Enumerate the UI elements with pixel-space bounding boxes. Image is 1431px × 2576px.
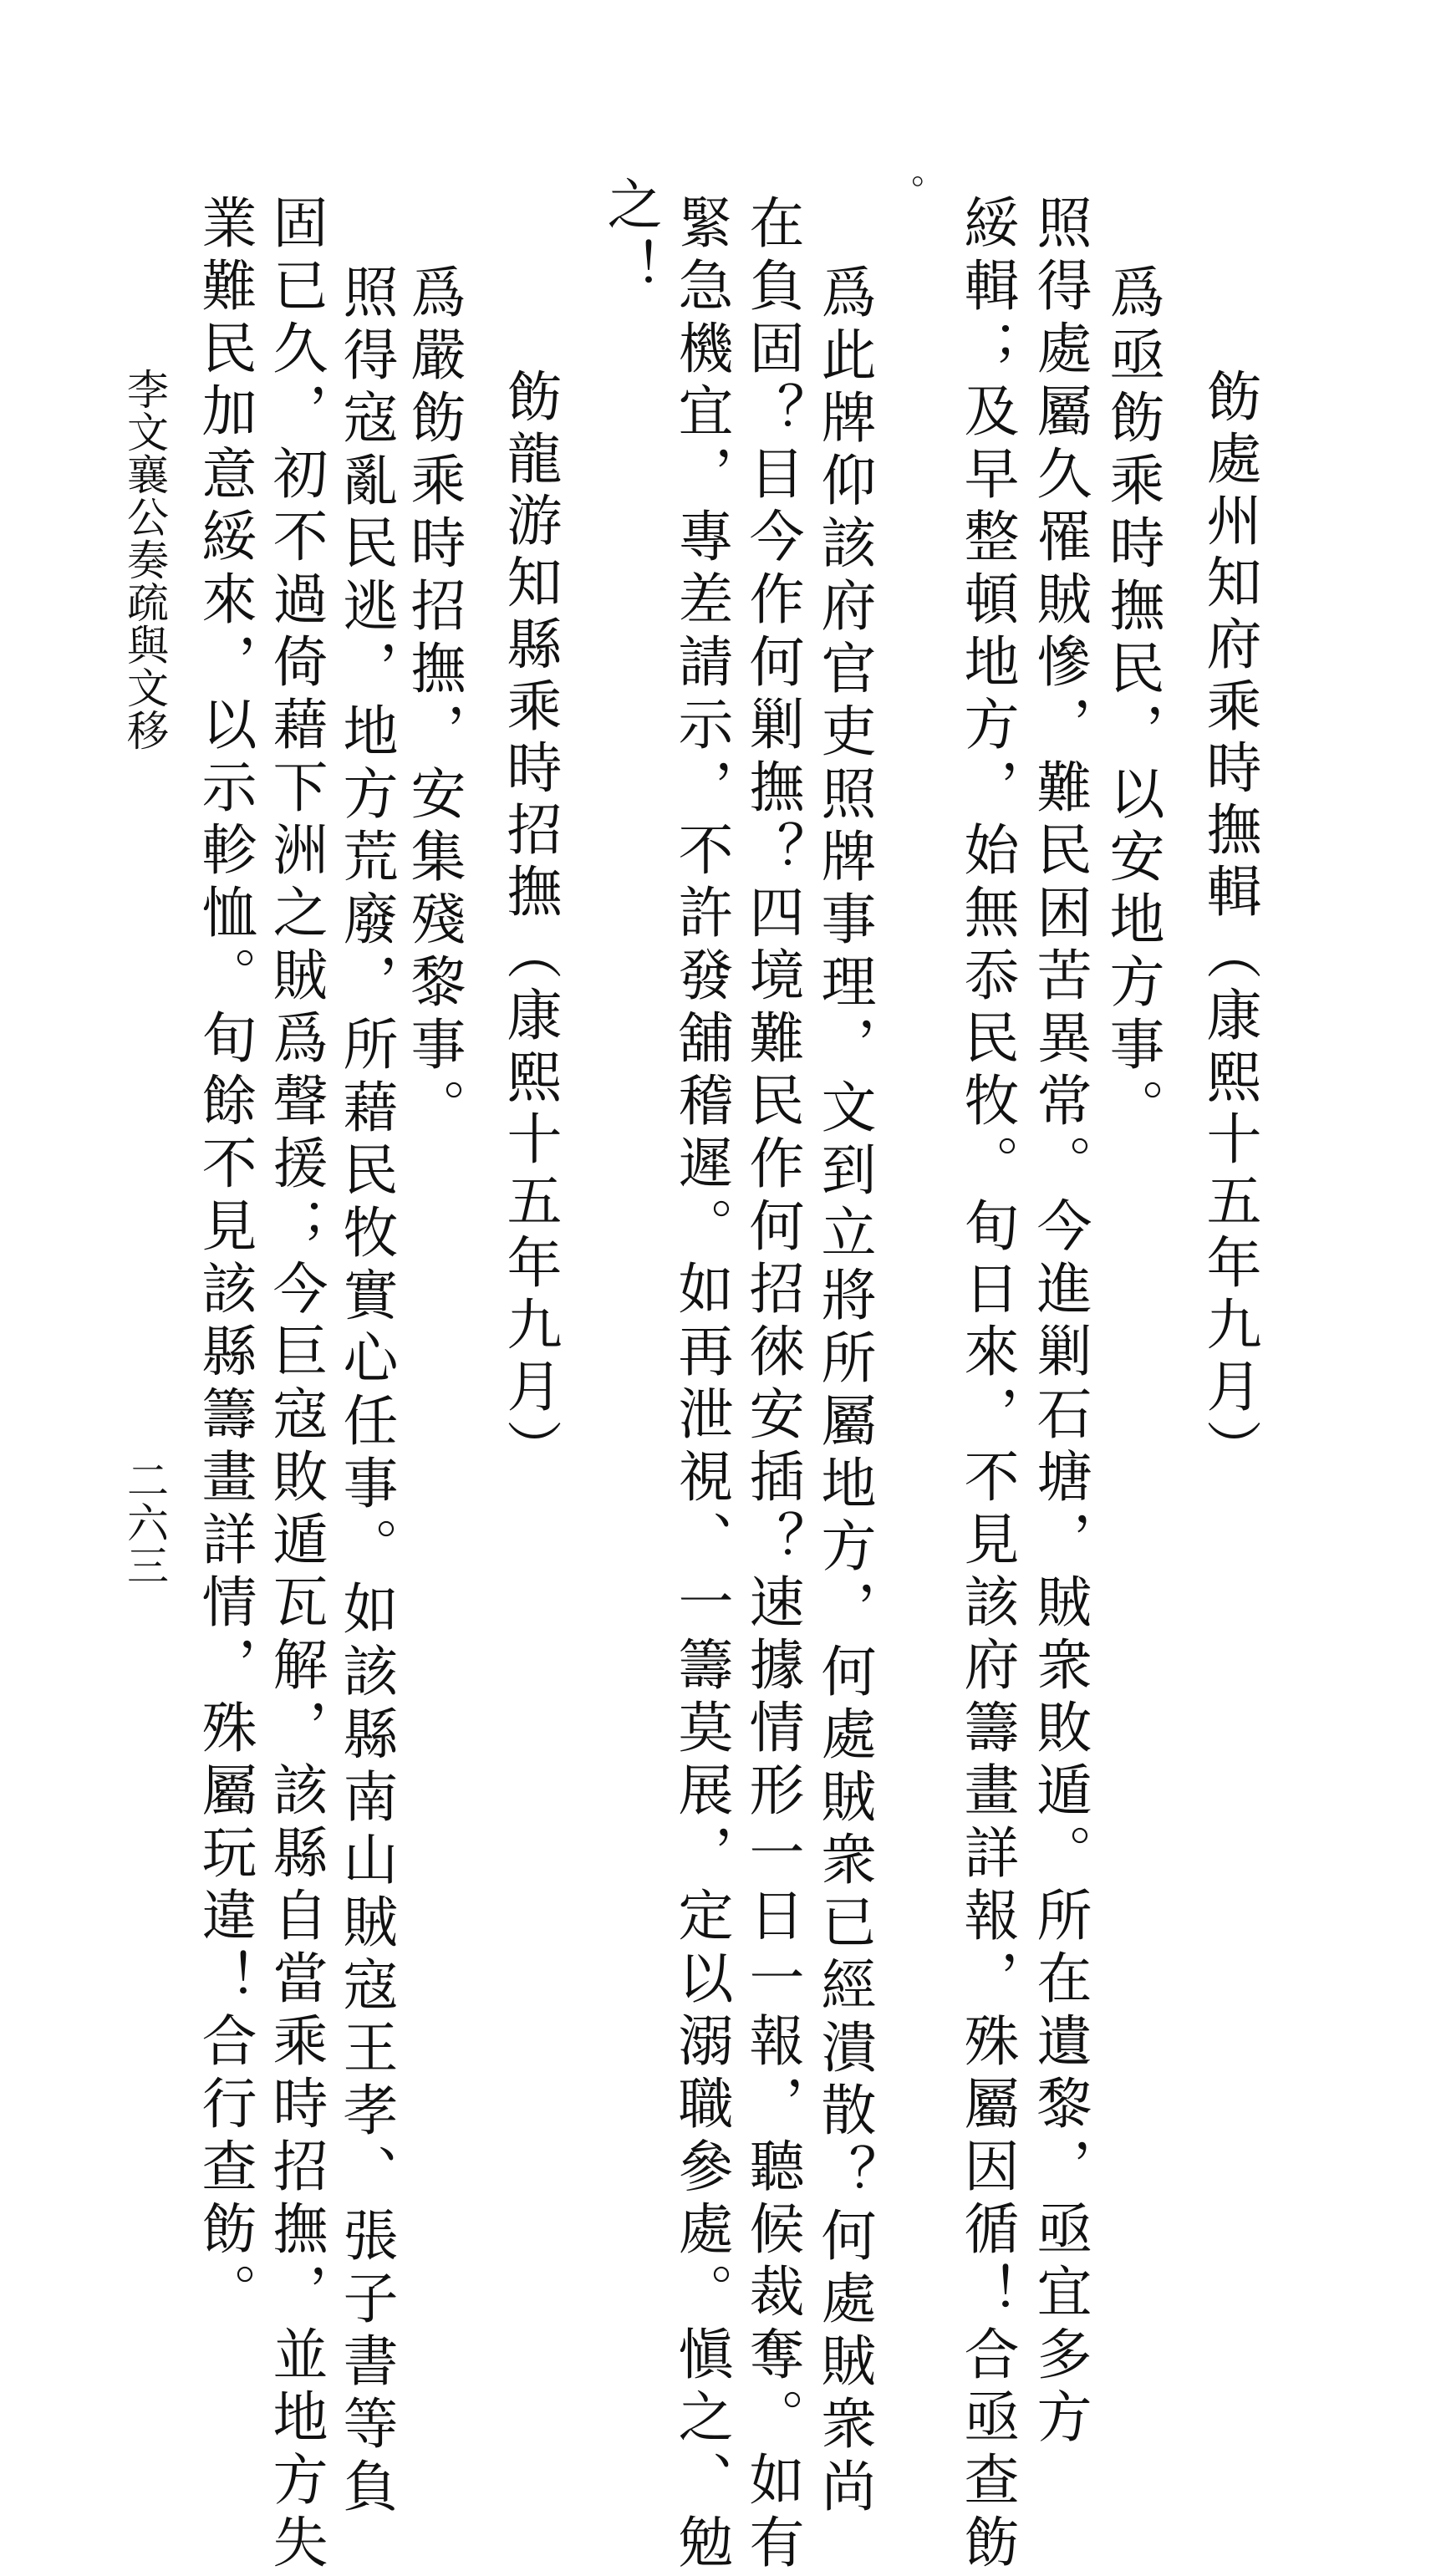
section1-title: 飭處州知府乘時撫輯（康熙十五年九月）	[1197, 368, 1261, 1481]
section1-line-2: 照得處屬久罹賊慘，難民困苦異常。今進剿石塘，賊衆敗遁。所在遺黎，亟宜多方	[1027, 194, 1092, 2451]
section2-line-3: 固已久，初不過倚藉下洲之賊爲聲援；今巨寇敗遁瓦解，該縣自當乘時招撫，並地方失	[263, 194, 328, 2576]
book-title: 李文襄公奏疏與文移	[120, 368, 169, 751]
section2-title: 飭龍游知縣乘時招撫（康熙十五年九月）	[497, 368, 562, 1481]
section1-line-6: 在負固？目今作何剿撫？四境難民作何招徠安插？速據情形一日一報，聽候裁奪。如有	[740, 194, 804, 2576]
section1-line-3: 綏輯；及早整頓地方，始無忝民牧。旬日來，不見該府籌畫詳報，殊屬因循！合亟查飭	[955, 194, 1019, 2576]
section2-line-1: 爲嚴飭乘時招撫，安集殘黎事。	[401, 263, 466, 1141]
section2-line-4: 業難民加意綏來，以示軫恤。旬餘不見該縣籌畫詳情，殊屬玩違！合行查飭。	[192, 194, 257, 2325]
page-number: 二六三	[120, 1459, 169, 1586]
section2-line-2: 照得寇亂民逃，地方荒廢，所藉民牧實心任事。如該縣南山賊寇王孝、張子書等負	[334, 263, 398, 2520]
section1-line-8: 之！	[598, 176, 662, 301]
section1-line-7: 緊急機宜，專差請示，不許發舖稽遲。如再泄視、一籌莫展，定以溺職參處。愼之、勉	[669, 194, 733, 2576]
section1-line-1: 爲亟飭乘時撫民，以安地方事。	[1100, 263, 1164, 1141]
section1-line-4: 。	[885, 174, 926, 216]
section1-line-5: 爲此牌仰該府官吏照牌事理，文到立將所屬地方，何處賊衆已經潰散？何處賊衆尚	[812, 263, 876, 2520]
